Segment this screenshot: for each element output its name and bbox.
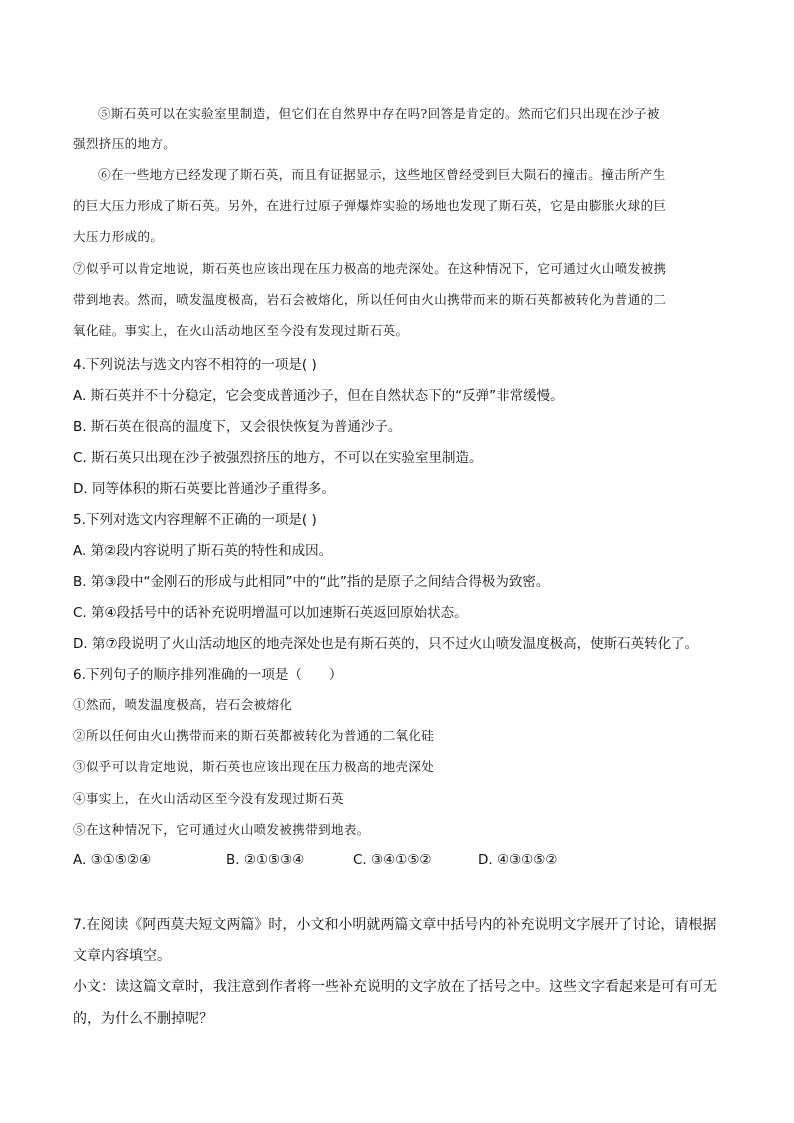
passage-p5-line1: ⑤斯石英可以在实验室里制造，但它们在自然界中存在吗?回答是肯定的。然而它们只出现在沙子被 [98,106,660,121]
q6-sentence-3: ③似乎可以肯定地说，斯石英也应该出现在压力极高的地壳深处 [73,759,435,774]
q6-option-d: D. ④③①⑤② [478,852,558,868]
q4-option-b: B. 斯石英在很高的温度下，又会很快恢复为普通沙子。 [73,419,402,435]
q6-stem: 6.下列句子的顺序排列准确的一项是（ ） [73,667,343,683]
passage-p6-line2: 的巨大压力形成了斯石英。另外，在进行过原子弹爆炸实验的场地也发现了斯石英，它是由膨胀火球的巨 [73,198,667,213]
q5-option-c: C. 第④段括号中的话补充说明增温可以加速斯石英返回原始状态。 [73,605,468,621]
q6-option-b: B. ②①⑤③④ [226,852,305,868]
passage-p6-line3: 大压力形成的。 [73,229,164,244]
passage-p7-line1: ⑦似乎可以肯定地说，斯石英也应该出现在压力极高的地壳深处。在这种情况下，它可通过火山喷发被携 [73,261,667,276]
q7-stem-line2: 文章内容填空。 [73,948,171,964]
q5-option-a: A. 第②段内容说明了斯石英的特性和成因。 [73,543,333,559]
q6-sentence-2: ②所以任何由火山携带而来的斯石英都被转化为普通的二氧化硅 [73,728,435,743]
q6-option-a: A. ③①⑤②④ [73,852,152,868]
q4-option-d: D. 同等体积的斯石英要比普通沙子重得多。 [73,481,335,497]
q6-option-c: C. ③④①⑤② [353,852,432,868]
q7-xiaowen-line2: 的，为什么不删掉呢？ [73,1011,213,1027]
q6-sentence-4: ④事实上，在火山活动区至今没有发现过斯石英 [73,791,344,806]
q7-xiaowen-line1: 小文：读这篇文章时，我注意到作者将一些补充说明的文字放在了括号之中。这些文字看起来是可有可无 [73,979,717,995]
q4-stem: 4.下列说法与选文内容不相符的一项是( ) [73,357,317,373]
q7-stem-line1: 7.在阅读《阿西莫夫短文两篇》时，小文和小明就两篇文章中括号内的补充说明文字展开了讨论，请根据 [73,917,717,933]
q5-option-d: D. 第⑦段说明了火山活动地区的地壳深处也是有斯石英的，只不过火山喷发温度极高，使斯石英转化了。 [73,636,699,652]
q6-sentence-1: ①然而，喷发温度极高，岩石会被熔化 [73,697,293,712]
q6-sentence-5: ⑤在这种情况下，它可通过火山喷发被携带到地表。 [73,822,370,837]
q5-option-b: B. 第③段中“金刚石的形成与此相同”中的“此”指的是原子之间结合得极为致密。 [73,574,550,590]
q5-stem: 5.下列对选文内容理解不正确的一项是( ) [73,512,317,528]
passage-p5-line2: 强烈挤压的地方。 [73,136,177,151]
passage-p7-line2: 带到地表。然而，喷发温度极高，岩石会被熔化，所以任何由火山携带而来的斯石英都被转化为普通的二 [73,292,667,307]
passage-p6-line1: ⑥在一些地方已经发现了斯石英，而且有证据显示，这些地区曾经受到巨大陨石的撞击。撞击所产生 [98,167,666,182]
q4-option-c: C. 斯石英只出现在沙子被强烈挤压的地方，不可以在实验室里制造。 [73,450,483,466]
passage-p7-line3: 氧化硅。事实上，在火山活动地区至今没有发现过斯石英。 [73,323,409,338]
q4-option-a: A. 斯石英并不十分稳定，它会变成普通沙子，但在自然状态下的“反弹”非常缓慢。 [73,388,564,404]
